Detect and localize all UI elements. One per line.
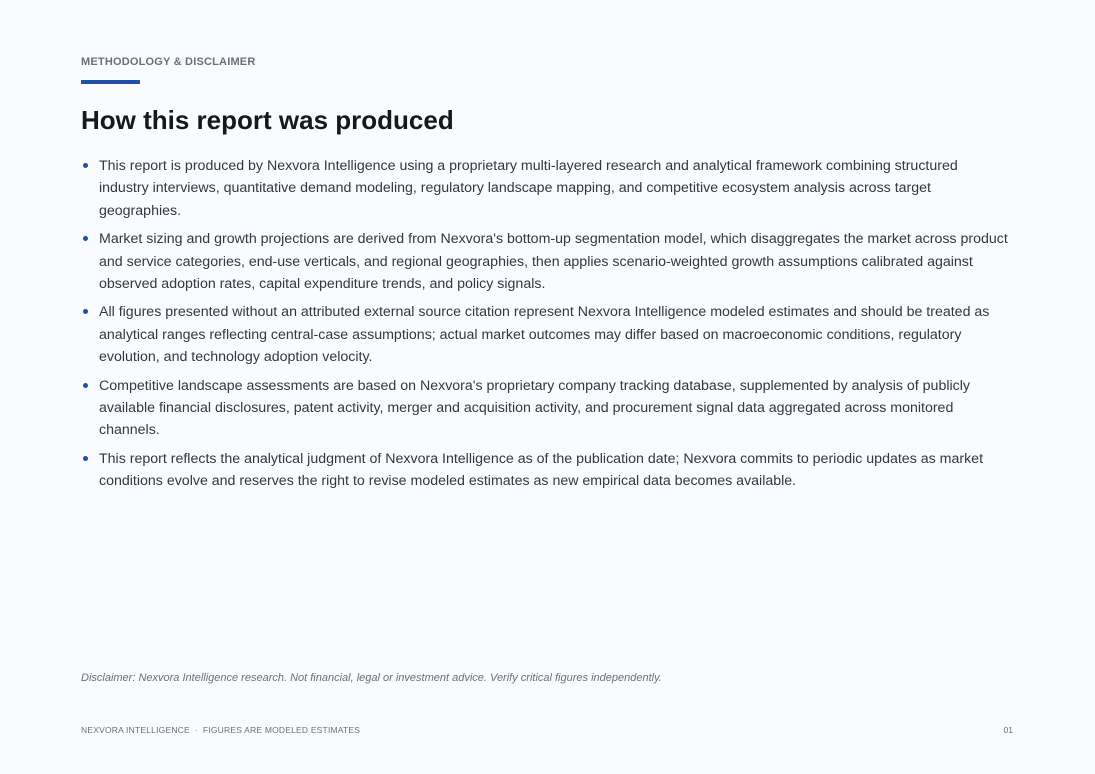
bullet-dot-icon <box>83 236 88 241</box>
list-item-text: Market sizing and growth projections are derived from Nexvora's bottom-up segmentation model, which disaggregates the market across product and service categories, end-use verticals, and regional geographies, then applies scenario-weighted growth assumptions calibrated against observed adoption rates, capital expenditure trends, and policy signals. <box>99 231 1008 293</box>
list-item-text: Competitive landscape assessments are based on Nexvora's proprietary company tracking database, supplemented by analysis of publicly available financial disclosures, patent activity, merger and acquisition activity, and procurement signal data aggregated across monitored channels. <box>99 377 970 439</box>
bullet-dot-icon <box>83 163 88 168</box>
bullet-dot-icon <box>83 383 88 388</box>
list-item <box>81 448 1011 493</box>
bullet-dot-icon <box>83 456 88 461</box>
methodology-list <box>81 155 1011 499</box>
section-kicker: METHODOLOGY & DISCLAIMER <box>81 56 256 68</box>
list-item-text: This report is produced by Nexvora Intelligence using a proprietary multi-layered research and analytical framework combining structured industry interviews, quantitative demand modeling, regulatory landscape mapping, and competitive ecosystem analysis across target geographies. <box>99 158 958 219</box>
footer-note: FIGURES ARE MODELED ESTIMATES <box>202 725 361 735</box>
list-item-text: This report reflects the analytical judgment of Nexvora Intelligence as of the publication date; Nexvora commits to periodic updates as market conditions evolve and reserves the right to revise modeled estimates as new empirical data becomes available. <box>99 450 984 490</box>
report-page <box>81 0 1021 774</box>
accent-bar <box>81 80 140 84</box>
list-item <box>81 155 1011 222</box>
list-item <box>81 375 1011 442</box>
footer-label <box>81 725 360 735</box>
footer-separator: · <box>194 725 198 735</box>
list-item <box>81 301 1011 368</box>
disclaimer-text: Disclaimer: Nexvora Intelligence research. Not financial, legal or investment advice. Verify critical figures independently. <box>81 672 662 684</box>
footer-brand: NEXVORA INTELLIGENCE <box>81 725 190 735</box>
list-item-text: All figures presented without an attributed external source citation represent Nexvora Intelligence modeled estimates and should be treated as analytical ranges reflecting central-case assumptions; actual market outcomes may differ based on macroeconomic conditions, regulatory evolution, and technology adoption velocity. <box>99 304 990 366</box>
page-title: How this report was produced <box>81 105 454 135</box>
page-number: 01 <box>1003 725 1013 735</box>
bullet-dot-icon <box>83 309 88 314</box>
list-item <box>81 228 1011 295</box>
